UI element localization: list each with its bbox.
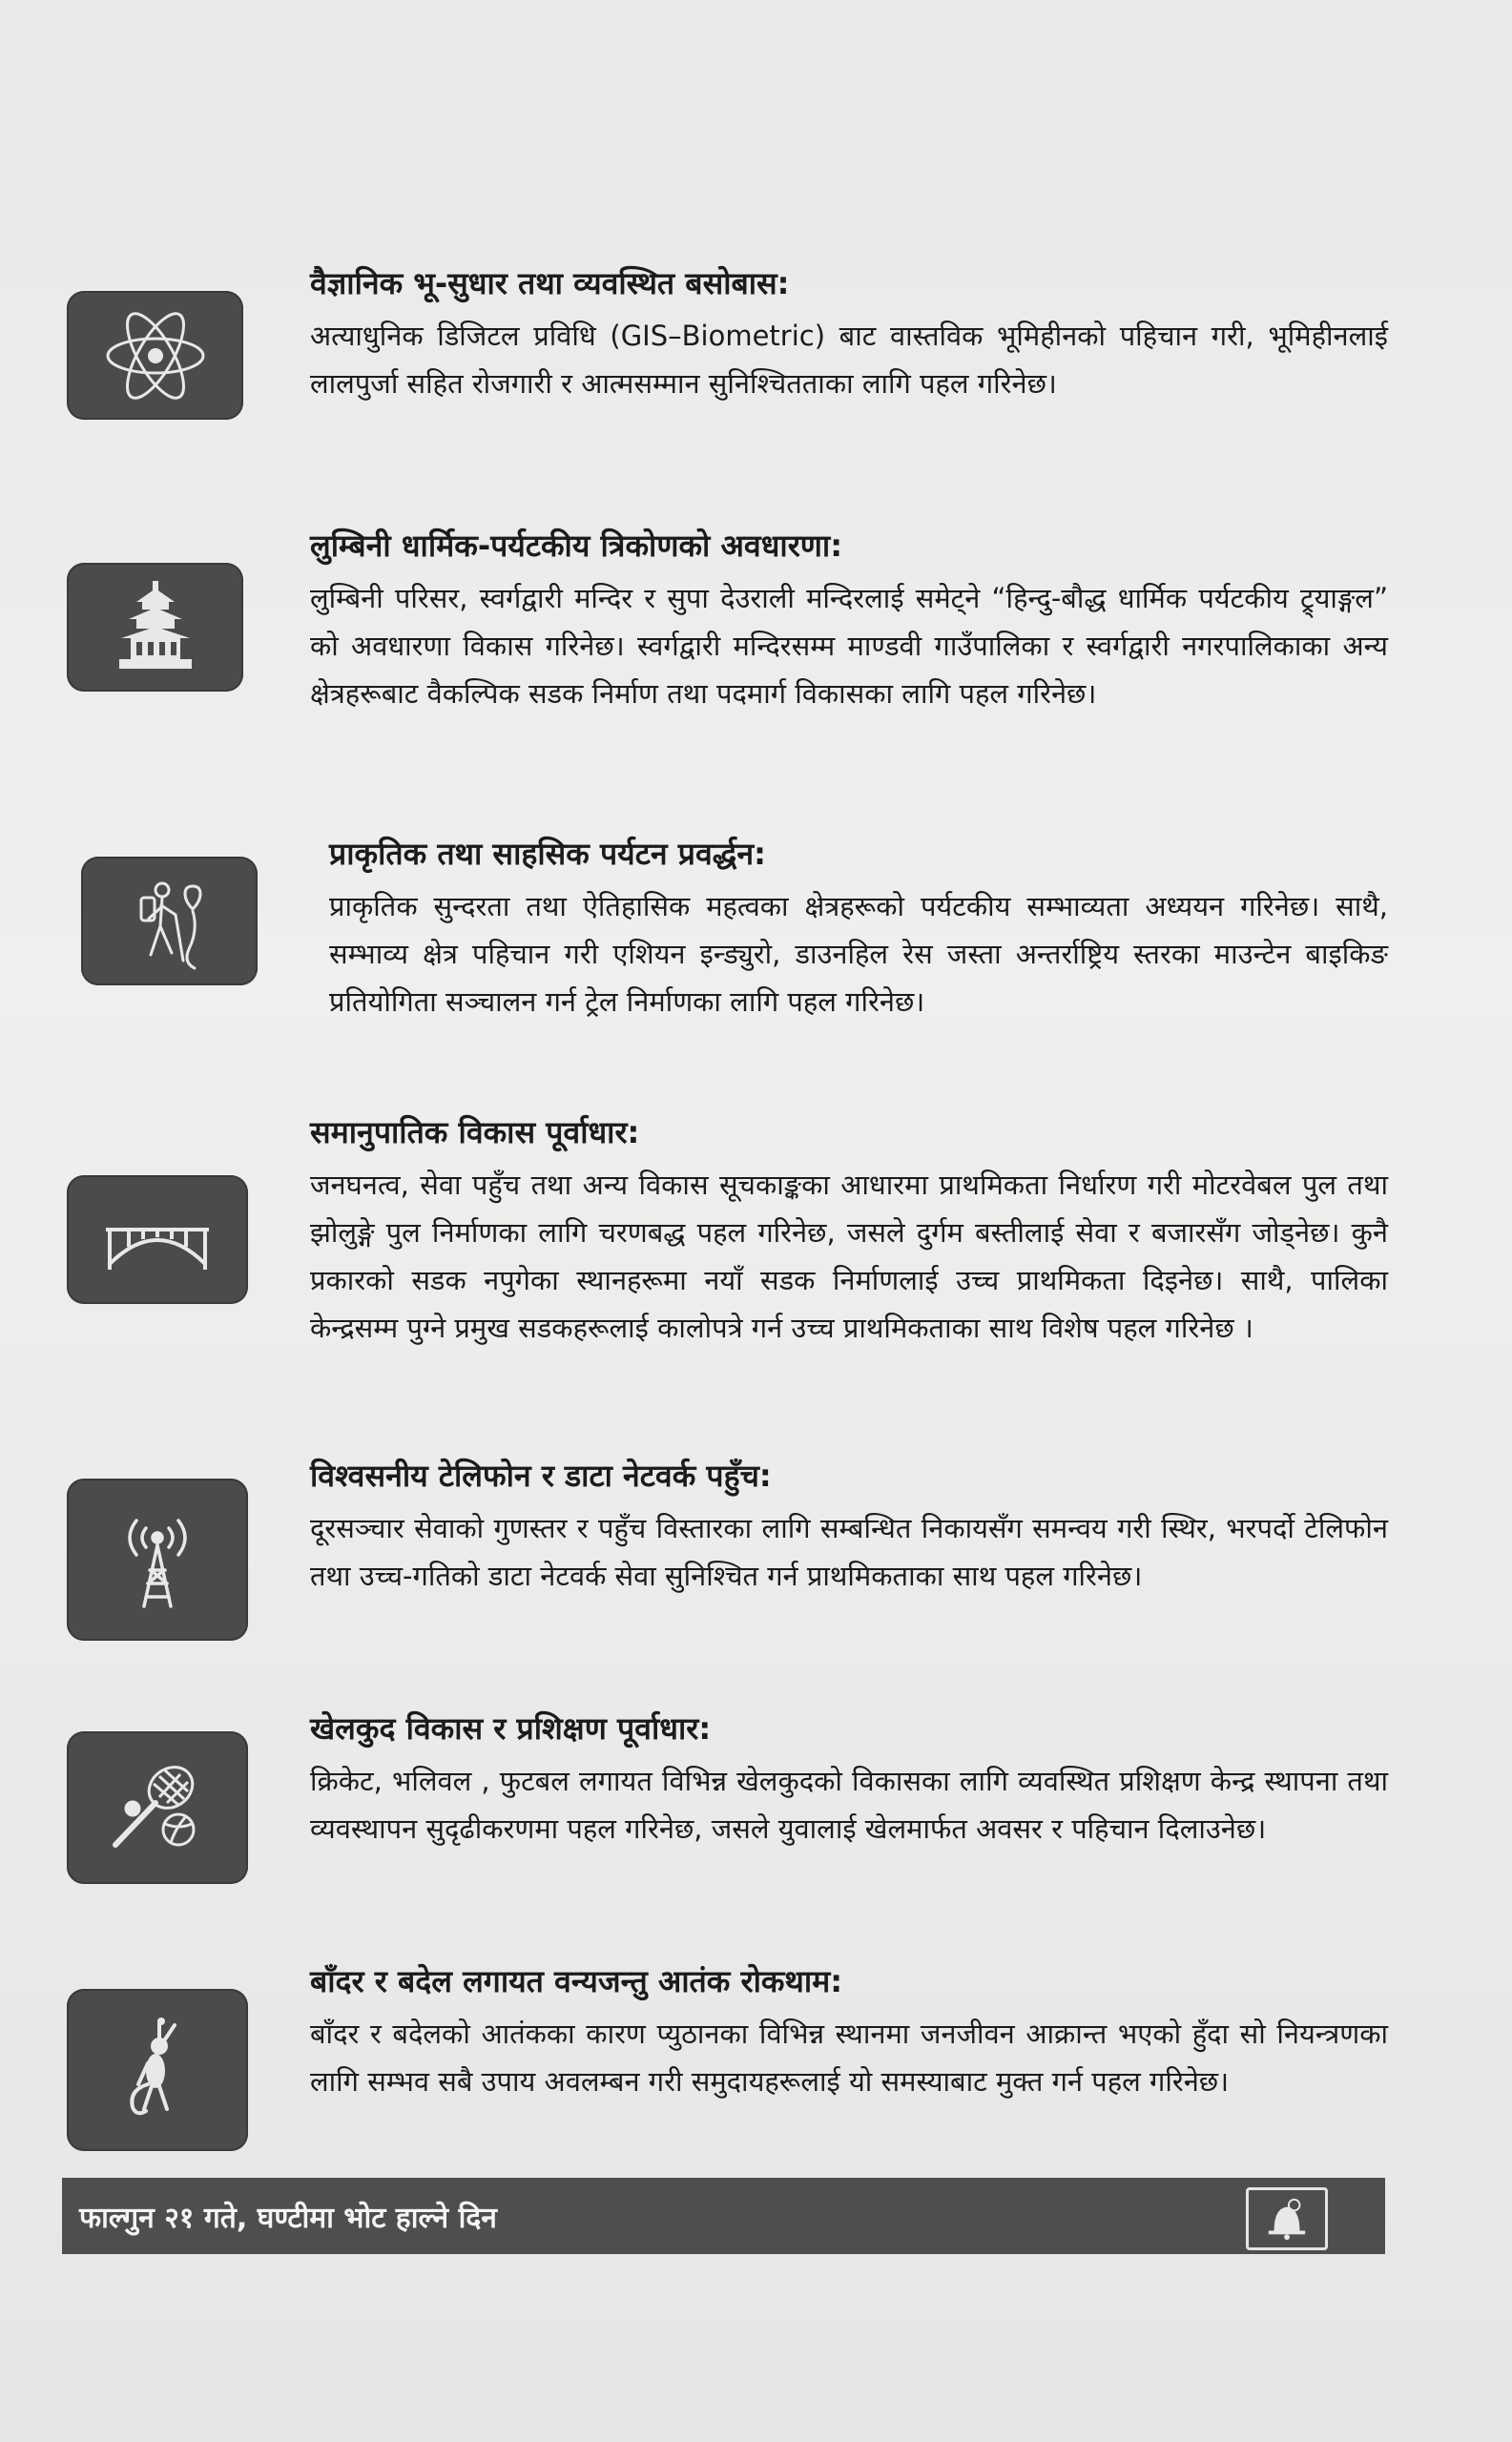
section-heading: समानुपातिक विकास पूर्वाधार: [310, 1114, 640, 1150]
section-heading: विश्वसनीय टेलिफोन र डाटा नेटवर्क पहुँच: [310, 1458, 772, 1494]
monkey-icon [67, 1989, 248, 2151]
footer-banner [62, 2178, 1385, 2254]
section-body: क्रिकेट, भलिवल , फुटबल लगायत विभिन्न खेलकुदको विकासका लागि व्यवस्थित प्रशिक्षण केन्द्र स्थापना तथा व्यवस्थापन सुदृढीकरणमा पहल गरिनेछ, जसले युवालाई खेलमार्फत अवसर र पहिचान दिलाउनेछ। [310, 1765, 1388, 1845]
section-adventure-tourism [57, 833, 1388, 1071]
section-land-reform [57, 262, 1388, 453]
section-body: प्राकृतिक सुन्दरता तथा ऐतिहासिक महत्वका क्षेत्रहरूको पर्यटकीय सम्भाव्यता अध्ययन गरिनेछ। साथै, सम्भाव्य क्षेत्र पहिचान गरी एशियन इन्ड्युरो, डाउनहिल रेस जस्ता अन्तर्राष्ट्रिय स्तरका माउन्टेन बाइकिङ प्रतियोगिता सञ्चालन गर्न ट्रेल निर्माणका लागि पहल गरिनेछ। [329, 890, 1388, 1018]
section-infrastructure [57, 1111, 1388, 1397]
bell-icon [1246, 2187, 1328, 2250]
section-text [310, 1111, 1388, 1352]
election-date-text: फाल्गुन २१ गते, घण्टीमा भोट हाल्ने दिन [79, 2201, 497, 2235]
section-heading: खेलकुद विकास र प्रशिक्षण पूर्वाधार: [310, 1710, 712, 1747]
section-heading: वैज्ञानिक भू-सुधार तथा व्यवस्थित बसोबास: [310, 265, 790, 301]
section-heading: बाँदर र बदेल लगायत वन्यजन्तु आतंक रोकथाम: [310, 1963, 843, 1999]
section-heading: लुम्बिनी धार्मिक-पर्यटकीय त्रिकोणको अवधारणा: [310, 528, 842, 564]
section-body: जनघनत्व, सेवा पहुँच तथा अन्य विकास सूचकाङ्कका आधारमा प्राथमिकता निर्धारण गरी मोटरवेबल पुल तथा झोलुङ्गे पुल निर्माणका लागि चरणबद्ध पहल गरिनेछ, जसले दुर्गम बस्तीलाई सेवा र बजारसँग जोड्नेछ। कुनै प्रकारको सडक नपुगेका स्थानहरूमा नयाँ सडक निर्माणलाई उच्च प्राथमिकता दिइनेछ। साथै, पालिका केन्द्रसम्म पुग्ने प्रमुख सडकहरूलाई कालोपत्रे गर्न उच्च प्राथमिकताका साथ विशेष पहल गरिनेछ । [310, 1169, 1388, 1344]
section-body: अत्याधुनिक डिजिटल प्रविधि (GIS–Biometric) बाट वास्तविक भूमिहीनको पहिचान गरी, भूमिहीनलाई लालपुर्जा सहित रोजगारी र आत्मसम्मान सुनिश्चितताका लागि पहल गरिनेछ। [310, 320, 1388, 400]
section-text [310, 1960, 1388, 2105]
section-sports [57, 1707, 1388, 1898]
section-heading: प्राकृतिक तथा साहसिक पर्यटन प्रवर्द्धन: [329, 836, 766, 872]
hiker-icon [81, 857, 258, 985]
section-body: लुम्बिनी परिसर, स्वर्गद्वारी मन्दिर र सुपा देउराली मन्दिरलाई समेट्ने “हिन्दु-बौद्ध धार्मिक पर्यटकीय ट्र्याङ्गल” को अवधारणा विकास गरिनेछ। स्वर्गद्वारी मन्दिरसम्म माण्डवी गाउँपालिका र स्वर्गद्वारी नगरपालिकाका अन्य क्षेत्रहरूबाट वैकल्पिक सडक निर्माण तथा पदमार्ग विकासका लागि पहल गरिनेछ। [310, 582, 1388, 710]
section-telecom [57, 1455, 1388, 1645]
section-text [310, 1707, 1388, 1852]
section-text [310, 1455, 1388, 1600]
section-body: बाँदर र बदेलको आतंकका कारण प्युठानका विभिन्न स्थानमा जनजीवन आक्रान्त भएको हुँदा सो नियन्त्रणका लागि सम्भव सबै उपाय अवलम्बन गरी समुदायहरूलाई यो समस्याबाट मुक्त गर्न पहल गरिनेछ। [310, 2018, 1388, 2098]
section-text [310, 525, 1388, 717]
section-text [329, 833, 1388, 1025]
tower-icon [67, 1479, 248, 1641]
section-body: दूरसञ्चार सेवाको गुणस्तर र पहुँच विस्तारका लागि सम्बन्धित निकायसँग समन्वय गरी स्थिर, भरपर्दो टेलिफोन तथा उच्च-गतिको डाटा नेटवर्क सेवा सुनिश्चित गर्न प्राथमिकताका साथ पहल गरिनेछ। [310, 1512, 1388, 1592]
section-text [310, 262, 1388, 407]
atom-icon [67, 291, 243, 420]
bridge-icon [67, 1175, 248, 1304]
section-wildlife [57, 1960, 1388, 2151]
section-lumbini-triangle [57, 525, 1388, 754]
sports-icon [67, 1731, 248, 1884]
temple-icon [67, 563, 243, 692]
